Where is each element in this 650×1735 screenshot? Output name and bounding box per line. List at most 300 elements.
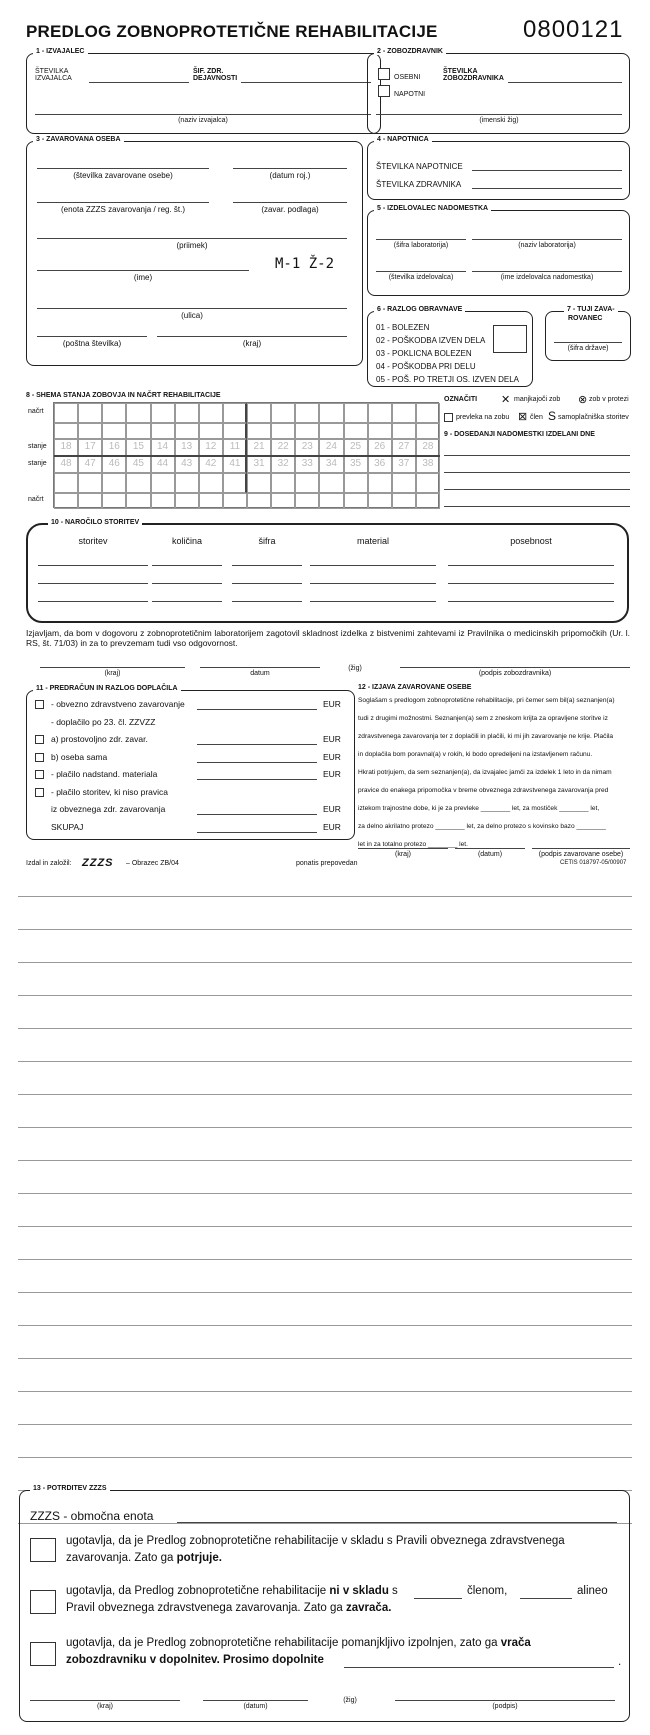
ime-izdelovalca-caption: (ime izdelovalca nadomestka) bbox=[500, 274, 594, 281]
tooth-cell[interactable] bbox=[344, 403, 368, 423]
sifra-dejavnosti-field[interactable] bbox=[241, 82, 371, 83]
ruled-line bbox=[18, 929, 632, 930]
predracun-amount-field[interactable] bbox=[197, 814, 317, 815]
stevilka-label: ŠTEVILKA bbox=[35, 68, 69, 75]
predracun-amount-field[interactable] bbox=[197, 779, 317, 780]
opt2-alineo: alineo bbox=[577, 1585, 608, 1597]
tooth-number: 28 bbox=[422, 441, 434, 452]
tooth-number: 14 bbox=[157, 441, 169, 452]
order-field[interactable] bbox=[310, 583, 436, 584]
jaw-divider bbox=[54, 455, 440, 457]
eur-label: EUR bbox=[323, 751, 341, 762]
tooth-cell[interactable] bbox=[392, 403, 416, 423]
tooth-number: 42 bbox=[205, 458, 217, 469]
col-kolicina: količina bbox=[171, 536, 202, 546]
enota-zzzs-caption: (enota ZZZS zavarovanja / reg. št.) bbox=[60, 205, 186, 214]
tooth-cell[interactable] bbox=[344, 473, 368, 493]
tooth-cell[interactable] bbox=[271, 403, 295, 423]
tooth-cell[interactable] bbox=[247, 423, 271, 439]
section-7-legend-2: ROVANEC bbox=[568, 315, 603, 322]
order-field[interactable] bbox=[310, 565, 436, 566]
alinea-field[interactable] bbox=[520, 1598, 572, 1599]
predracun-label: b) oseba sama bbox=[51, 751, 108, 762]
izdal-label: Izdal in založil: bbox=[26, 860, 72, 867]
form-number: 0800121 bbox=[523, 16, 624, 43]
opt3-text: ugotavlja, da je Predlog zobnoprotetične rehabilitacije pomanjkljivo izpolnjen, zato ga bbox=[66, 1637, 498, 1649]
sifra-laboratorija-caption: (šifra laboratorija) bbox=[393, 242, 449, 249]
zavar-podlaga-field[interactable] bbox=[233, 202, 347, 203]
tooth-cell[interactable] bbox=[151, 473, 175, 493]
col-posebnost: posebnost bbox=[510, 536, 552, 546]
tooth-number: 46 bbox=[108, 458, 120, 469]
order-field[interactable] bbox=[232, 583, 302, 584]
ruled-line bbox=[18, 1325, 632, 1326]
sifra-drzave-field[interactable] bbox=[554, 342, 622, 343]
s13-datum-caption: (datum) bbox=[243, 1703, 268, 1710]
ruled-line bbox=[18, 1292, 632, 1293]
predracun-checkbox[interactable] bbox=[35, 788, 44, 797]
vraca-checkbox[interactable] bbox=[30, 1642, 56, 1666]
nadomestki-line-3[interactable] bbox=[444, 489, 630, 490]
tooth-cell[interactable] bbox=[416, 423, 440, 439]
section-9-legend: 9 - DOSEDANJI NADOMESTKI IZDELANI DNE bbox=[444, 431, 595, 438]
section-5-legend: 5 - IZDELOVALEC NADOMESTKA bbox=[374, 205, 491, 212]
nadomestki-line-4[interactable] bbox=[444, 506, 630, 507]
row-label-stanje-lower: stanje bbox=[28, 460, 47, 467]
section-2-legend: 2 - ZOBOZDRAVNIK bbox=[374, 48, 446, 55]
ruled-line bbox=[18, 1226, 632, 1227]
tooth-number: 22 bbox=[277, 441, 289, 452]
dopolnite-field[interactable] bbox=[344, 1667, 614, 1668]
predracun-amount-field[interactable] bbox=[197, 709, 317, 710]
decl-zig-caption: (žig) bbox=[348, 665, 362, 672]
datum-rojstva-caption: (datum roj.) bbox=[269, 171, 311, 180]
predracun-checkbox[interactable] bbox=[35, 753, 44, 762]
izjava-line: pravice do enakega pripomočka v breme obveznega zdravstvenega zavarovanja pred bbox=[358, 787, 609, 794]
tooth-cell[interactable] bbox=[392, 423, 416, 439]
tooth-cell[interactable] bbox=[368, 473, 392, 493]
decl-kraj-caption: (kraj) bbox=[104, 670, 121, 677]
opt3-line1 bbox=[66, 1637, 531, 1649]
clen-label: člen bbox=[530, 414, 543, 421]
razlog-03: 03 - POKLICNA BOLEZEN bbox=[376, 349, 472, 358]
order-field[interactable] bbox=[310, 601, 436, 602]
opt2-zavraca: zavrača. bbox=[346, 1602, 392, 1614]
ruled-line bbox=[18, 896, 632, 897]
section-napotnica bbox=[367, 136, 630, 200]
tooth-cell[interactable] bbox=[223, 493, 247, 509]
opt2-clenom: členom, bbox=[467, 1585, 508, 1597]
s13-kraj-field[interactable] bbox=[30, 1700, 180, 1701]
dejavnosti-label: DEJAVNOSTI bbox=[193, 75, 238, 82]
ruled-line bbox=[18, 1094, 632, 1095]
tooth-cell[interactable] bbox=[151, 423, 175, 439]
tooth-cell[interactable] bbox=[368, 493, 392, 509]
decl-datum-field[interactable] bbox=[200, 667, 320, 668]
izjava-podpis-field[interactable] bbox=[532, 848, 630, 849]
priimek-caption: (priimek) bbox=[176, 241, 208, 250]
zob-v-protezi-icon: ⊗ bbox=[578, 394, 588, 406]
tooth-cell[interactable] bbox=[102, 473, 126, 493]
ruled-line bbox=[18, 1028, 632, 1029]
razlog-02: 02 - POŠKODBA IZVEN DELA bbox=[376, 336, 486, 345]
ulica-field[interactable] bbox=[37, 308, 347, 309]
stevilka-napotnice-field[interactable] bbox=[472, 170, 622, 171]
tooth-cell[interactable] bbox=[344, 423, 368, 439]
predracun-checkbox[interactable] bbox=[35, 700, 44, 709]
section-tuji-zavarovanec bbox=[545, 306, 631, 361]
tooth-cell[interactable] bbox=[151, 403, 175, 423]
tooth-number: 18 bbox=[60, 441, 72, 452]
tooth-cell[interactable] bbox=[392, 473, 416, 493]
section-narocilo-storitev bbox=[26, 519, 629, 623]
tooth-number: 16 bbox=[108, 441, 120, 452]
tooth-cell[interactable] bbox=[151, 493, 175, 509]
izjava-kraj-field[interactable] bbox=[358, 848, 448, 849]
tooth-cell[interactable] bbox=[368, 403, 392, 423]
stevilka-zob-label-1: ŠTEVILKA bbox=[443, 68, 478, 75]
tooth-cell[interactable] bbox=[54, 423, 78, 439]
ruled-line bbox=[18, 962, 632, 963]
tooth-cell[interactable] bbox=[175, 473, 199, 493]
tooth-cell[interactable] bbox=[295, 403, 319, 423]
kraj-field[interactable] bbox=[157, 336, 347, 337]
section-8-legend: 8 - SHEMA STANJA ZOBOVJA IN NAČRT REHABILITACIJE bbox=[26, 392, 221, 399]
section-1-legend: 1 - IZVAJALEC bbox=[33, 48, 88, 55]
eur-label: EUR bbox=[323, 769, 341, 779]
s13-datum-field[interactable] bbox=[203, 1700, 308, 1701]
tooth-cell[interactable] bbox=[223, 473, 247, 493]
razlog-04: 04 - POŠKODBA PRI DELU bbox=[376, 362, 476, 371]
izjava-datum-field[interactable] bbox=[455, 848, 525, 849]
ime-field[interactable] bbox=[37, 270, 249, 271]
izjava-line: Hkrati potrjujem, da sem seznanjen(a), da izvajalec jamči za izdelek 1 leto in da nimam bbox=[358, 769, 612, 776]
section-zobozdravnik bbox=[367, 48, 630, 134]
tooth-number: 33 bbox=[301, 458, 313, 469]
predracun-label: iz obveznega zdr. zavarovanja bbox=[51, 804, 166, 814]
tooth-number: 31 bbox=[253, 458, 265, 469]
col-sifra: šifra bbox=[258, 536, 276, 546]
opt3-line2: zobozdravniku v dopolnitev. Prosimo dopolnite bbox=[66, 1654, 324, 1666]
tooth-cell[interactable] bbox=[392, 493, 416, 509]
stevilka-zavarovane-field[interactable] bbox=[37, 168, 209, 169]
tooth-number: 38 bbox=[422, 458, 434, 469]
naziv-izvajalca-caption: (naziv izvajalca) bbox=[178, 117, 228, 124]
izjava-line: za delno akrilatno protezo ________ let, za delno protezo s kovinsko bazo ________ bbox=[358, 823, 606, 830]
order-field[interactable] bbox=[38, 565, 148, 566]
izjava-line: Soglašam s predlogom zobnoprotetične rehabilitacije, pri čemer sem bil(a) seznanjen(a) bbox=[358, 697, 615, 704]
tooth-cell[interactable] bbox=[54, 493, 78, 509]
tooth-cell[interactable] bbox=[416, 403, 440, 423]
tooth-cell[interactable] bbox=[344, 493, 368, 509]
izvajalca-label: IZVAJALCA bbox=[35, 75, 72, 82]
order-field[interactable] bbox=[232, 565, 302, 566]
manjkajoci-icon: ✕ bbox=[501, 394, 511, 406]
stevilka-napotnice-label: ŠTEVILKA NAPOTNICE bbox=[376, 162, 463, 171]
order-field[interactable] bbox=[448, 565, 614, 566]
tooth-number: 12 bbox=[205, 441, 217, 452]
order-field[interactable] bbox=[448, 583, 614, 584]
section-zavarovana-oseba bbox=[26, 136, 363, 366]
predracun-label: - plačilo storitev, ki niso pravica bbox=[51, 786, 168, 797]
tooth-cell[interactable] bbox=[78, 473, 102, 493]
samoplacniska-label: samoplačniška storitev bbox=[558, 414, 629, 421]
s13-podpis-field[interactable] bbox=[395, 1700, 615, 1701]
ruled-line bbox=[18, 1424, 632, 1425]
tooth-number: 41 bbox=[229, 458, 241, 469]
izjava-line: iztekom trajnostne dobe, ki je za prevleke ________ let, za mostiček ________ let, bbox=[358, 805, 600, 812]
decl-kraj-field[interactable] bbox=[40, 667, 185, 668]
row-label-nacrt-lower: načrt bbox=[28, 496, 44, 503]
order-field[interactable] bbox=[152, 583, 222, 584]
tooth-cell[interactable] bbox=[126, 423, 150, 439]
tooth-cell[interactable] bbox=[126, 403, 150, 423]
ponatis-label: ponatis prepovedan bbox=[296, 860, 358, 867]
tooth-cell[interactable] bbox=[78, 423, 102, 439]
razlog-01: 01 - BOLEZEN bbox=[376, 323, 430, 332]
prevleka-icon bbox=[444, 413, 453, 422]
tooth-cell[interactable] bbox=[247, 473, 271, 493]
order-field[interactable] bbox=[448, 601, 614, 602]
sifra-laboratorija-field[interactable] bbox=[376, 239, 466, 240]
predracun-amount-field[interactable] bbox=[197, 832, 317, 833]
section-3-legend: 3 - ZAVAROVANA OSEBA bbox=[33, 136, 124, 143]
tooth-number: 11 bbox=[229, 441, 241, 452]
tooth-cell[interactable] bbox=[247, 403, 271, 423]
sifra-label: ŠIF. ZDR. bbox=[193, 68, 224, 75]
izjava-line: zdravstvenega zavarovanja ter z doplačili in plačili, ki mi jih zavarovanje ne krije. Plačila bbox=[358, 733, 614, 740]
izvajalec-number-field[interactable] bbox=[89, 82, 189, 83]
tooth-cell[interactable] bbox=[199, 493, 223, 509]
section-10-legend: 10 - NAROČILO STORITEV bbox=[48, 519, 142, 526]
tooth-cell[interactable] bbox=[247, 493, 271, 509]
opt3-vraca: vrača bbox=[500, 1637, 531, 1649]
ruled-line bbox=[18, 1457, 632, 1458]
stevilka-izdelovalca-caption: (številka izdelovalca) bbox=[388, 274, 454, 281]
zzzs-enota-label: ZZZS - območna enota bbox=[30, 1509, 154, 1523]
tooth-cell[interactable] bbox=[175, 403, 199, 423]
order-field[interactable] bbox=[232, 601, 302, 602]
postna-stevilka-field[interactable] bbox=[37, 336, 147, 337]
tooth-number: 32 bbox=[277, 458, 289, 469]
kraj-caption: (kraj) bbox=[242, 339, 262, 348]
eur-label: EUR bbox=[323, 734, 341, 744]
tooth-cell[interactable] bbox=[295, 493, 319, 509]
tooth-cell[interactable] bbox=[295, 473, 319, 493]
tooth-number: 44 bbox=[157, 458, 169, 469]
predracun-checkbox[interactable] bbox=[35, 770, 44, 779]
zobozdravnik-number-field[interactable] bbox=[508, 82, 622, 83]
tooth-cell[interactable] bbox=[271, 423, 295, 439]
eur-label: EUR bbox=[323, 699, 341, 709]
tooth-cell[interactable] bbox=[54, 403, 78, 423]
tooth-number: 34 bbox=[325, 458, 337, 469]
decl-datum-caption: datum bbox=[250, 670, 270, 677]
eur-label: EUR bbox=[323, 821, 341, 832]
opt1-line2 bbox=[66, 1552, 222, 1564]
predracun-amount-field[interactable] bbox=[197, 744, 317, 745]
opt2-line1 bbox=[66, 1585, 398, 1597]
order-field[interactable] bbox=[38, 583, 148, 584]
tooth-cell[interactable] bbox=[199, 423, 223, 439]
osebni-checkbox[interactable] bbox=[378, 68, 390, 80]
stevilka-zob-label-2: ZOBOZDRAVNIKA bbox=[443, 75, 504, 82]
opt1-line1: ugotavlja, da je Predlog zobnoprotetične rehabilitacije v skladu s Pravili obveznega zdravstvenega bbox=[66, 1535, 565, 1547]
tooth-cell[interactable] bbox=[319, 493, 343, 509]
tooth-cell[interactable] bbox=[54, 473, 78, 493]
tooth-cell[interactable] bbox=[223, 423, 247, 439]
decl-podpis-field[interactable] bbox=[400, 667, 630, 668]
tooth-number: 47 bbox=[84, 458, 96, 469]
s13-zig-caption: (žig) bbox=[343, 1697, 357, 1704]
section-11-legend: 11 - PREDRAČUN IN RAZLOG DOPLAČILA bbox=[33, 685, 181, 692]
ruled-line bbox=[18, 995, 632, 996]
tooth-number: 24 bbox=[325, 441, 337, 452]
section-izdelovalec bbox=[367, 205, 630, 296]
tooth-cell[interactable] bbox=[102, 403, 126, 423]
tooth-cell[interactable] bbox=[126, 473, 150, 493]
tooth-number: 27 bbox=[398, 441, 410, 452]
ime-izdelovalca-field[interactable] bbox=[472, 271, 622, 272]
dental-chart bbox=[53, 402, 439, 508]
izjava-datum-caption: (datum) bbox=[477, 851, 503, 858]
predracun-label: a) prostovoljno zdr. zavar. bbox=[51, 734, 148, 744]
naziv-laboratorija-field[interactable] bbox=[472, 239, 622, 240]
order-field[interactable] bbox=[152, 565, 222, 566]
potrjuje-checkbox[interactable] bbox=[30, 1538, 56, 1562]
tooth-cell[interactable] bbox=[295, 423, 319, 439]
col-storitev: storitev bbox=[78, 536, 108, 546]
tooth-number: 43 bbox=[181, 458, 193, 469]
izjava-podpis-caption: (podpis zavarovane osebe) bbox=[538, 851, 624, 858]
predracun-amount-field[interactable] bbox=[197, 762, 317, 763]
napotni-checkbox[interactable] bbox=[378, 85, 390, 97]
naziv-izvajalca-field[interactable] bbox=[35, 114, 371, 115]
tooth-cell[interactable] bbox=[271, 493, 295, 509]
opt3-period: . bbox=[618, 1656, 622, 1668]
section-7-legend-1: 7 - TUJI ZAVA- bbox=[564, 306, 618, 313]
tooth-number: 25 bbox=[350, 441, 362, 452]
tooth-cell[interactable] bbox=[223, 403, 247, 423]
datum-rojstva-field[interactable] bbox=[233, 168, 347, 169]
zob-v-protezi-label: zob v protezi bbox=[589, 396, 629, 403]
tooth-cell[interactable] bbox=[102, 493, 126, 509]
naziv-laboratorija-caption: (naziv laboratorija) bbox=[518, 242, 576, 249]
row-label-nacrt-upper: načrt bbox=[28, 408, 44, 415]
ruled-line bbox=[18, 1391, 632, 1392]
sifra-drzave-caption: (šifra države) bbox=[567, 345, 609, 352]
stevilka-zavarovane-caption: (številka zavarovane osebe) bbox=[73, 171, 173, 180]
cetis-label: CETIS 018797-05/00907 bbox=[560, 860, 627, 866]
zavraca-checkbox[interactable] bbox=[30, 1590, 56, 1614]
tooth-cell[interactable] bbox=[102, 423, 126, 439]
priimek-field[interactable] bbox=[37, 238, 347, 239]
stevilka-zdravnika-label: ŠTEVILKA ZDRAVNIKA bbox=[376, 180, 462, 189]
predracun-label: - plačilo nadstand. materiala bbox=[51, 769, 158, 779]
izjava-kraj-caption: (kraj) bbox=[395, 851, 411, 858]
section-izvajalec bbox=[26, 48, 381, 134]
tooth-cell[interactable] bbox=[199, 473, 223, 493]
oznaciti-title: OZNAČITI bbox=[444, 396, 478, 403]
col-material: material bbox=[356, 536, 389, 546]
tooth-number: 13 bbox=[181, 441, 193, 452]
tooth-cell[interactable] bbox=[199, 403, 223, 423]
ime-caption: (ime) bbox=[133, 273, 153, 282]
section-potrditev-zzzs bbox=[19, 1485, 630, 1722]
tooth-cell[interactable] bbox=[319, 403, 343, 423]
order-field[interactable] bbox=[152, 601, 222, 602]
tooth-cell[interactable] bbox=[175, 493, 199, 509]
s13-podpis-caption: (podpis) bbox=[492, 1703, 518, 1710]
tooth-cell[interactable] bbox=[368, 423, 392, 439]
tooth-number: 35 bbox=[350, 458, 362, 469]
order-field[interactable] bbox=[38, 601, 148, 602]
tooth-cell[interactable] bbox=[126, 493, 150, 509]
tooth-number: 15 bbox=[132, 441, 144, 452]
clen-icon: ⊠ bbox=[518, 411, 528, 423]
ulica-caption: (ulica) bbox=[181, 311, 203, 320]
ruled-line bbox=[18, 1160, 632, 1161]
tooth-number: 23 bbox=[301, 441, 313, 452]
osebni-label: OSEBNI bbox=[394, 74, 421, 81]
stevilka-zdravnika-field[interactable] bbox=[472, 188, 622, 189]
section-6-legend: 6 - RAZLOG OBRAVNAVE bbox=[374, 306, 465, 313]
decl-podpis-caption: (podpis zobozdravnika) bbox=[478, 670, 552, 677]
opt1-text: zavarovanja. Zato ga bbox=[66, 1552, 174, 1564]
section-predracun bbox=[26, 685, 355, 840]
nadomestki-line-2[interactable] bbox=[444, 472, 630, 473]
razlog-code-box[interactable] bbox=[493, 325, 527, 353]
opt2-pravil: Pravil obveznega zdravstvenega zavarovanja. Zato ga bbox=[66, 1602, 343, 1614]
enota-zzzs-field[interactable] bbox=[37, 202, 209, 203]
tooth-cell[interactable] bbox=[175, 423, 199, 439]
opt2-text: ugotavlja, da Predlog zobnoprotetične rehabilitacije bbox=[66, 1585, 327, 1597]
prevleka-label: prevleka na zobu bbox=[456, 414, 510, 421]
tooth-cell[interactable] bbox=[319, 473, 343, 493]
tooth-cell[interactable] bbox=[416, 493, 440, 509]
stevilka-izdelovalca-field[interactable] bbox=[376, 271, 466, 272]
s13-kraj-caption: (kraj) bbox=[97, 1703, 113, 1710]
tooth-number: 48 bbox=[60, 458, 72, 469]
tooth-number: 17 bbox=[84, 441, 96, 452]
izjava-line: tudi z drugimi možnostmi. Seznanjen(a) sem z zneskom krijta za opravljene storitve iz bbox=[358, 715, 608, 722]
ruled-line bbox=[18, 1127, 632, 1128]
samoplacniska-icon: S bbox=[548, 409, 557, 423]
zzzs-logo: ZZZS bbox=[82, 857, 114, 869]
zzzs-enota-field[interactable] bbox=[177, 1522, 617, 1523]
tooth-cell[interactable] bbox=[416, 473, 440, 493]
row-label-stanje-upper: stanje bbox=[28, 443, 47, 450]
manjkajoci-label: manjkajoči zob bbox=[514, 396, 561, 403]
obrazec-label: – Obrazec ZB/04 bbox=[126, 860, 179, 867]
eur-label: EUR bbox=[323, 804, 341, 814]
tooth-cell[interactable] bbox=[319, 423, 343, 439]
spol-handwritten: M-1 Ž-2 bbox=[275, 256, 335, 272]
imenski-zig-field[interactable] bbox=[376, 114, 622, 115]
clen-field[interactable] bbox=[414, 1598, 462, 1599]
predracun-checkbox[interactable] bbox=[35, 735, 44, 744]
nadomestki-line-1[interactable] bbox=[444, 455, 630, 456]
zavar-podlaga-caption: (zavar. podlaga) bbox=[261, 205, 319, 214]
section-13-legend: 13 - POTRDITEV ZZZS bbox=[30, 1485, 110, 1492]
tooth-cell[interactable] bbox=[78, 403, 102, 423]
ruled-line bbox=[18, 1061, 632, 1062]
izjava-line: in doplačila bom poravnal(a) v rokih, ki bodo opredeljeni na izstavljenem računu. bbox=[358, 751, 593, 758]
form-title: PREDLOG ZOBNOPROTETIČNE REHABILITACIJE bbox=[26, 22, 438, 41]
tooth-cell[interactable] bbox=[78, 493, 102, 509]
predracun-label: - obvezno zdravstveno zavarovanje bbox=[51, 699, 185, 709]
tooth-cell[interactable] bbox=[271, 473, 295, 493]
